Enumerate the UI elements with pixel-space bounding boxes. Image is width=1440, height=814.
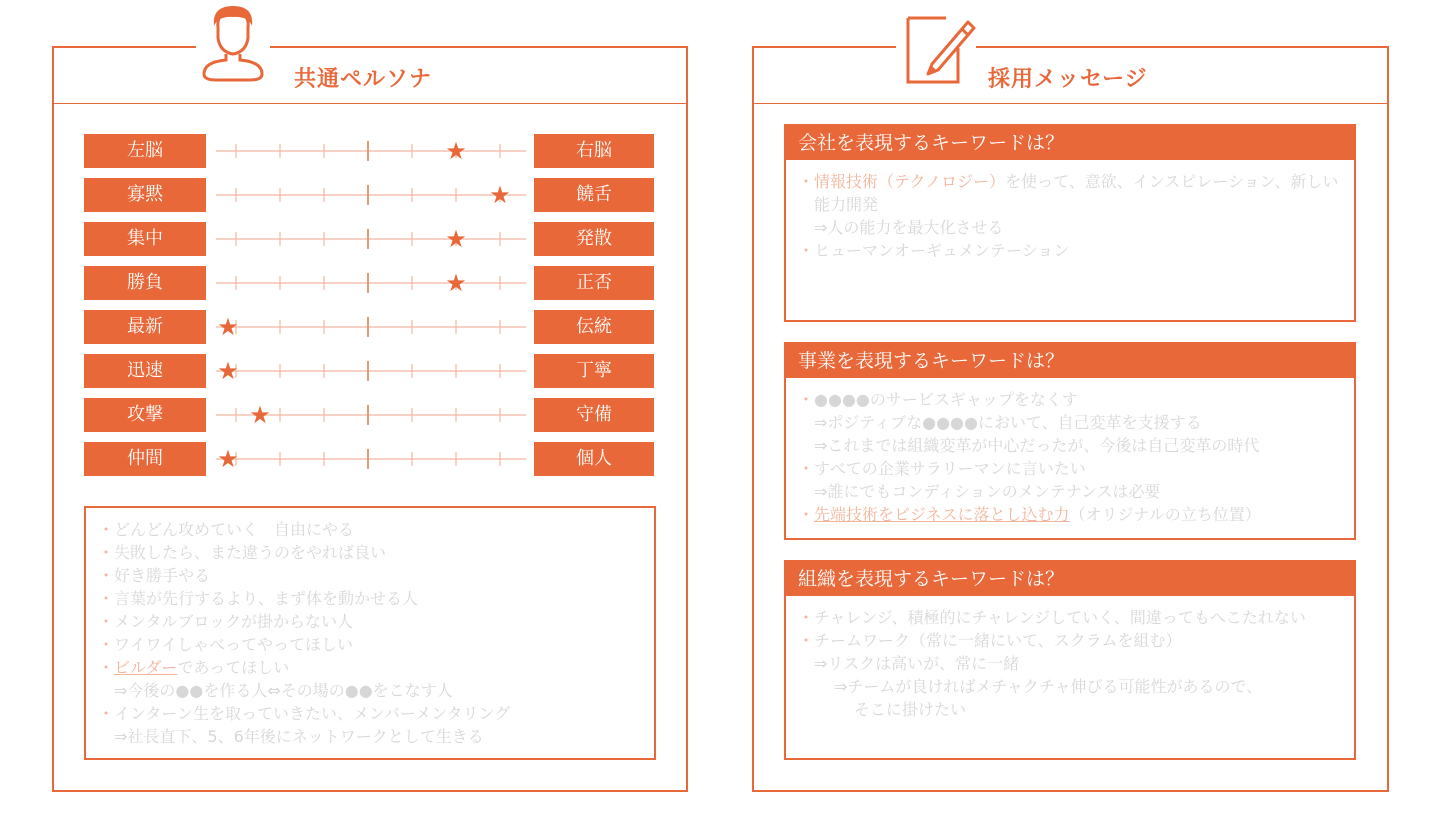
business-line1: ●●●●のサービスギャップをなくす bbox=[814, 390, 1078, 409]
scale-star-marker: ★ bbox=[445, 269, 467, 297]
organization-line1: チャレンジ、積極的にチャレンジしていく、間違ってもへこたれない bbox=[814, 608, 1306, 627]
persona-note-line bbox=[98, 518, 642, 541]
scale-track bbox=[216, 134, 526, 168]
person-icon bbox=[196, 4, 270, 82]
pen-icon bbox=[896, 8, 976, 86]
scale-left-label: 仲間 bbox=[84, 442, 206, 476]
persona-note-line bbox=[98, 541, 642, 564]
scale-star-marker: ★ bbox=[249, 401, 271, 429]
company-line1: を使って、意欲、インスピレーション、新しい bbox=[1005, 172, 1339, 191]
scale-right-label: 発散 bbox=[534, 222, 654, 256]
persona-scale-row bbox=[84, 222, 656, 256]
persona-note-line bbox=[98, 610, 642, 633]
bullet-marker: ・ bbox=[98, 704, 115, 723]
company-keyword-heading: 会社を表現するキーワードは？ bbox=[786, 126, 1354, 160]
persona-note-line bbox=[98, 656, 642, 679]
panel-header-divider bbox=[754, 103, 1387, 104]
business-highlight: 先端技術をビジネスに落とし込む力 bbox=[814, 505, 1070, 524]
message-title: 採用メッセージ bbox=[988, 67, 1148, 92]
organization-line5: そこに掛けたい bbox=[854, 700, 967, 719]
scale-track bbox=[216, 310, 526, 344]
persona-note-text: 失敗したら、また違うのをやれば良い bbox=[114, 543, 387, 562]
persona-scale-row bbox=[84, 398, 656, 432]
persona-note-highlight: ビルダー bbox=[114, 658, 178, 677]
persona-scale-row bbox=[84, 442, 656, 476]
persona-note-text: であってほしい bbox=[177, 658, 290, 677]
scale-right-label: 伝統 bbox=[534, 310, 654, 344]
scale-right-label: 饒舌 bbox=[534, 178, 654, 212]
scale-right-label: 守備 bbox=[534, 398, 654, 432]
persona-scale-row bbox=[84, 134, 656, 168]
business-line3: ⇒これまでは組織変革が中心だったが、今後は自己変革の時代 bbox=[814, 436, 1260, 455]
business-line2: ⇒ポジティブな●●●●において、自己変革を支援する bbox=[814, 413, 1202, 432]
scale-left-label: 攻撃 bbox=[84, 398, 206, 432]
persona-scale-row bbox=[84, 354, 656, 388]
persona-note-line bbox=[98, 564, 642, 587]
bullet-marker: ・ bbox=[98, 589, 115, 608]
persona-title: 共通ペルソナ bbox=[294, 67, 433, 92]
scale-right-label: 丁寧 bbox=[534, 354, 654, 388]
persona-note-text: 好き勝手やる bbox=[114, 566, 211, 585]
business-line4: すべての企業サラリーマンに言いたい bbox=[814, 459, 1086, 478]
scale-left-label: 集中 bbox=[84, 222, 206, 256]
scale-star-marker: ★ bbox=[489, 181, 511, 209]
organization-keyword-heading: 組織を表現するキーワードは？ bbox=[786, 562, 1354, 596]
scale-star-marker: ★ bbox=[445, 225, 467, 253]
persona-note-text: インターン生を取っていきたい、メンバーメンタリング bbox=[114, 704, 511, 723]
company-line3: ⇒人の能力を最大化させる bbox=[814, 218, 1004, 237]
scale-right-label: 右脳 bbox=[534, 134, 654, 168]
persona-note-line bbox=[98, 725, 642, 748]
bullet-marker: ・ bbox=[98, 612, 115, 631]
scale-track bbox=[216, 398, 526, 432]
persona-scale-row bbox=[84, 178, 656, 212]
scale-track bbox=[216, 222, 526, 256]
scale-right-label: 個人 bbox=[534, 442, 654, 476]
persona-note-line bbox=[98, 587, 642, 610]
bullet-marker: ・ bbox=[98, 543, 115, 562]
persona-note-line bbox=[98, 702, 642, 725]
business-line5: ⇒誰にでもコンディションのメンテナンスは必要 bbox=[814, 482, 1161, 501]
company-highlight: 情報技術（テクノロジー） bbox=[814, 172, 1006, 191]
persona-scale-row bbox=[84, 266, 656, 300]
bullet-marker: ・ bbox=[98, 566, 115, 585]
organization-line3: ⇒リスクは高いが、常に一緒 bbox=[814, 654, 1020, 673]
scale-right-label: 正否 bbox=[534, 266, 654, 300]
bullet-marker: ・ bbox=[98, 520, 115, 539]
scale-left-label: 寡黙 bbox=[84, 178, 206, 212]
scale-star-marker: ★ bbox=[217, 313, 239, 341]
persona-note-line bbox=[98, 679, 642, 702]
scale-left-label: 左脳 bbox=[84, 134, 206, 168]
scale-track bbox=[216, 442, 526, 476]
panel-header-divider bbox=[54, 103, 686, 104]
persona-scale-row bbox=[84, 310, 656, 344]
bullet-marker: ・ bbox=[98, 658, 115, 677]
persona-note-text: どんどん攻めていく 自由にやる bbox=[114, 520, 355, 539]
organization-line4: ⇒チームが良ければメチャクチャ伸びる可能性があるので、 bbox=[834, 677, 1263, 696]
company-keyword-box: 会社を表現するキーワードは？ ・情報技術（テクノロジー）を使って、意欲、インスピレーション、新しい 能力開発 ⇒人の能力を最大化させる ・ヒューマンオーギュメンテーション bbox=[784, 124, 1356, 322]
persona-note-text: 言葉が先行するより、まず体を動かせる人 bbox=[114, 589, 419, 608]
business-keyword-box: 事業を表現するキーワードは？ ・●●●●のサービスギャップをなくす ⇒ポジティブな●●●●において、自己変革を支援する ⇒これまでは組織変革が中心だったが、今後は自己変革の時代 ・すべての企業サラリーマンに言いたい ⇒誰にでもコンディションのメンテナンスは必要 ・先端技術をビジネスに落とし込む力（オリジナルの立ち位置） bbox=[784, 342, 1356, 540]
organization-line2: チームワーク（常に一緒にいて、スクラムを組む） bbox=[814, 631, 1182, 650]
persona-note-text: ワイワイしゃべってやってほしい bbox=[114, 635, 354, 654]
persona-note-text: ⇒社長直下、5、6年後にネットワークとして生きる bbox=[114, 727, 484, 746]
persona-note-text: ⇒今後の●●を作る人⇔その場の●●をこなす人 bbox=[114, 681, 453, 700]
business-line6: （オリジナルの立ち位置） bbox=[1069, 505, 1261, 524]
bullet-marker: ・ bbox=[98, 635, 115, 654]
company-line2: 能力開発 bbox=[814, 195, 879, 214]
company-line4: ヒューマンオーギュメンテーション bbox=[814, 241, 1070, 260]
scale-track bbox=[216, 354, 526, 388]
organization-keyword-box: 組織を表現するキーワードは？ ・チャレンジ、積極的にチャレンジしていく、間違ってもへこたれない ・チームワーク（常に一緒にいて、スクラムを組む） ⇒リスクは高いが、常に一緒 ⇒チームが良ければメチャクチャ伸びる可能性があるので、 そこに掛けたい bbox=[784, 560, 1356, 760]
scale-left-label: 迅速 bbox=[84, 354, 206, 388]
scale-star-marker: ★ bbox=[217, 445, 239, 473]
scale-left-label: 勝負 bbox=[84, 266, 206, 300]
persona-notes bbox=[84, 506, 656, 760]
persona-note-line bbox=[98, 633, 642, 656]
business-keyword-heading: 事業を表現するキーワードは？ bbox=[786, 344, 1354, 378]
scale-track bbox=[216, 178, 526, 212]
scale-star-marker: ★ bbox=[445, 137, 467, 165]
persona-note-text: メンタルブロックが掛からない人 bbox=[114, 612, 354, 631]
scale-left-label: 最新 bbox=[84, 310, 206, 344]
scale-track bbox=[216, 266, 526, 300]
scale-star-marker: ★ bbox=[217, 357, 239, 385]
